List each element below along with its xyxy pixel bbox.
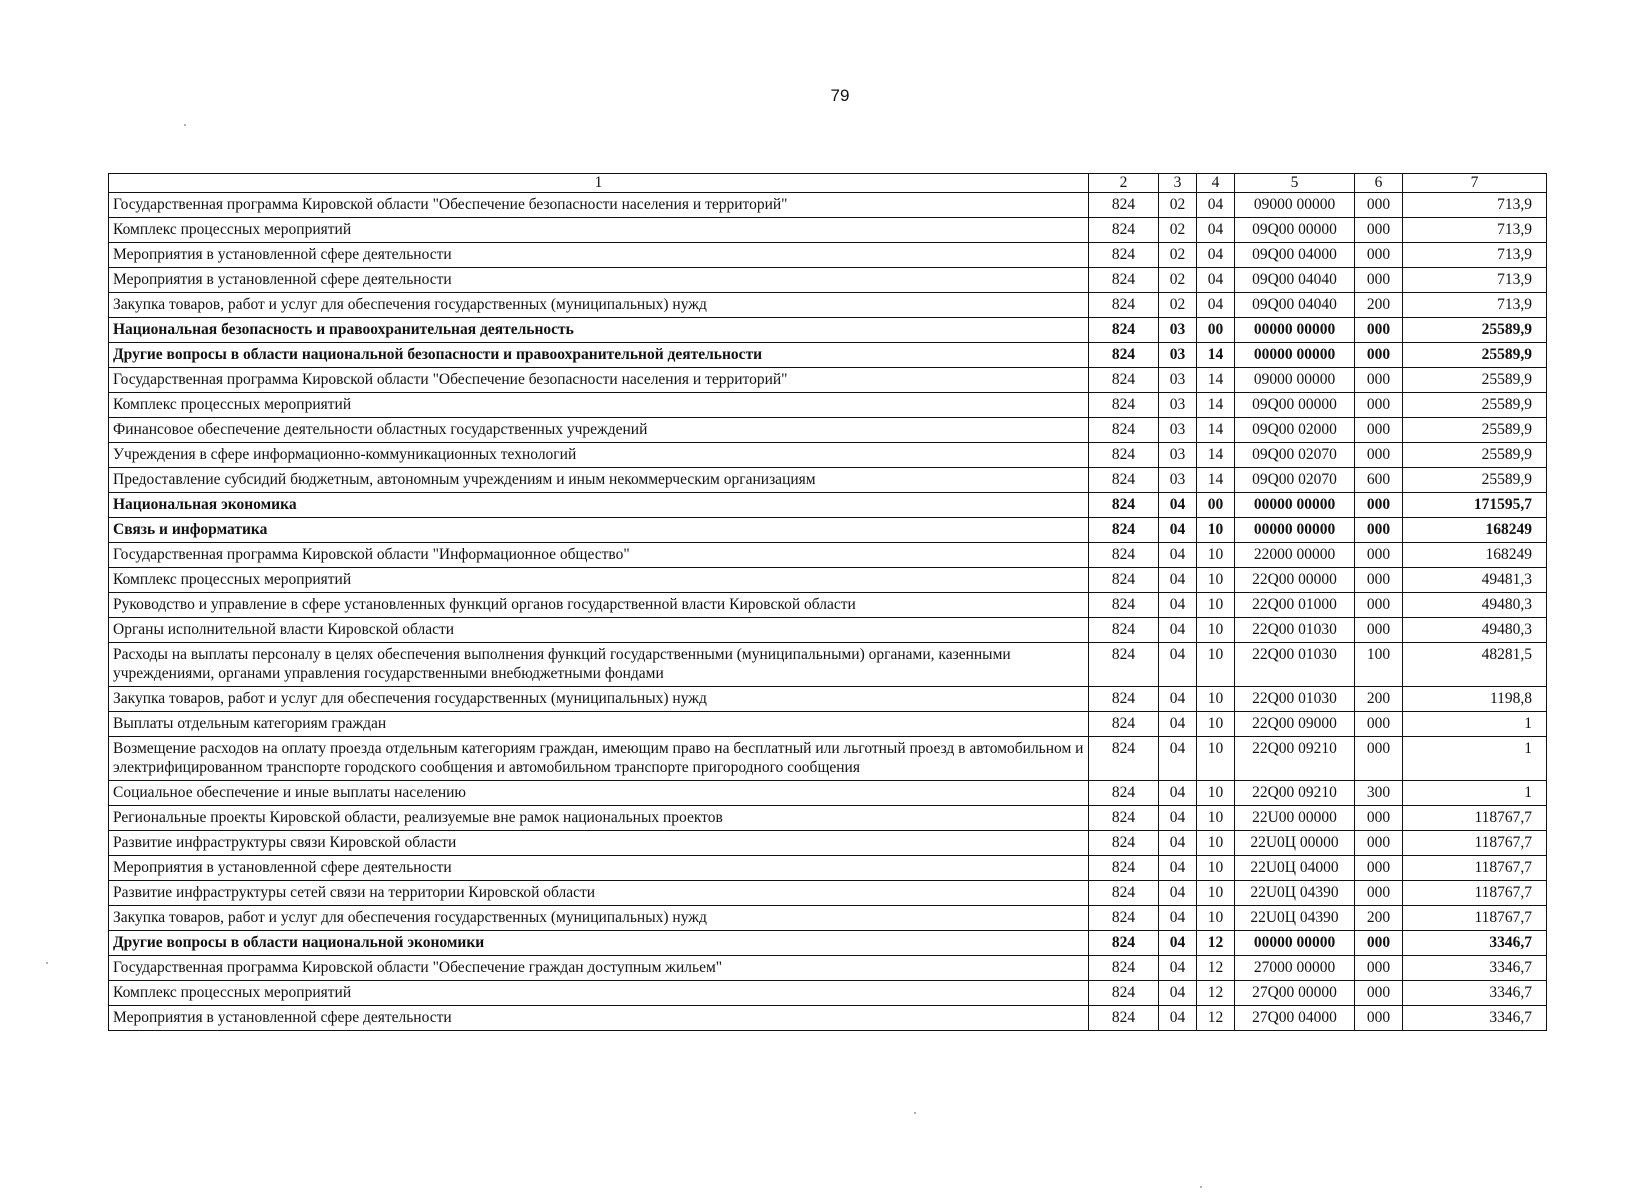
cell-code-2: 824	[1089, 737, 1159, 781]
table-row	[109, 268, 1547, 293]
cell-name: Возмещение расходов на оплату проезда отдельным категориям граждан, имеющим право на бесплатный или льготный проезд в автомобильном и электрифицированном транспорте городского сообщения и автомобильном транспорте пригородного сообщения	[109, 737, 1089, 781]
cell-name: Государственная программа Кировской области "Обеспечение безопасности населения и территорий"	[109, 368, 1089, 393]
cell-name: Учреждения в сфере информационно-коммуникационных технологий	[109, 443, 1089, 468]
cell-name: Расходы на выплаты персоналу в целях обеспечения выполнения функций государственными (муниципальными) органами, казенными учреждениями, органами управления государственными внебюджетными фондами	[109, 643, 1089, 687]
cell-code-4: 14	[1197, 343, 1235, 368]
cell-code-4: 10	[1197, 831, 1235, 856]
cell-amount: 25589,9	[1403, 468, 1547, 493]
cell-code-4: 12	[1197, 956, 1235, 981]
cell-code-5: 22Q00 00000	[1235, 568, 1355, 593]
cell-code-2: 824	[1089, 881, 1159, 906]
cell-code-4: 00	[1197, 493, 1235, 518]
cell-code-2: 824	[1089, 268, 1159, 293]
cell-code-2: 824	[1089, 293, 1159, 318]
cell-code-2: 824	[1089, 781, 1159, 806]
cell-code-2: 824	[1089, 493, 1159, 518]
cell-code-5: 27000 00000	[1235, 956, 1355, 981]
cell-code-3: 03	[1159, 418, 1197, 443]
cell-code-5: 22Q00 09210	[1235, 737, 1355, 781]
cell-amount: 118767,7	[1403, 806, 1547, 831]
cell-code-5: 09000 00000	[1235, 368, 1355, 393]
cell-amount: 48281,5	[1403, 643, 1547, 687]
cell-code-6: 000	[1355, 368, 1403, 393]
cell-name: Закупка товаров, работ и услуг для обеспечения государственных (муниципальных) нужд	[109, 293, 1089, 318]
cell-amount: 25589,9	[1403, 443, 1547, 468]
cell-code-5: 09Q00 00000	[1235, 218, 1355, 243]
cell-name: Комплекс процессных мероприятий	[109, 218, 1089, 243]
cell-code-2: 824	[1089, 1006, 1159, 1031]
cell-code-4: 10	[1197, 687, 1235, 712]
cell-code-5: 09Q00 02000	[1235, 418, 1355, 443]
column-header: 1	[109, 174, 1089, 193]
cell-amount: 118767,7	[1403, 881, 1547, 906]
table-header-row	[109, 174, 1547, 193]
cell-code-5: 22U0Ц 04000	[1235, 856, 1355, 881]
cell-name: Комплекс процессных мероприятий	[109, 568, 1089, 593]
cell-code-2: 824	[1089, 643, 1159, 687]
cell-code-6: 000	[1355, 318, 1403, 343]
cell-code-3: 04	[1159, 518, 1197, 543]
cell-code-2: 824	[1089, 956, 1159, 981]
cell-code-4: 04	[1197, 293, 1235, 318]
cell-amount: 168249	[1403, 543, 1547, 568]
cell-code-3: 04	[1159, 593, 1197, 618]
cell-code-3: 04	[1159, 543, 1197, 568]
cell-code-6: 000	[1355, 593, 1403, 618]
cell-code-4: 10	[1197, 618, 1235, 643]
cell-code-3: 04	[1159, 906, 1197, 931]
cell-amount: 171595,7	[1403, 493, 1547, 518]
cell-name: Мероприятия в установленной сфере деятельности	[109, 243, 1089, 268]
cell-code-2: 824	[1089, 618, 1159, 643]
cell-name: Финансовое обеспечение деятельности областных государственных учреждений	[109, 418, 1089, 443]
cell-code-3: 02	[1159, 268, 1197, 293]
cell-amount: 49480,3	[1403, 593, 1547, 618]
cell-code-6: 000	[1355, 343, 1403, 368]
cell-code-6: 000	[1355, 737, 1403, 781]
cell-code-4: 10	[1197, 568, 1235, 593]
cell-code-3: 04	[1159, 881, 1197, 906]
cell-code-3: 04	[1159, 831, 1197, 856]
cell-code-5: 22U0Ц 00000	[1235, 831, 1355, 856]
cell-code-6: 100	[1355, 643, 1403, 687]
cell-code-2: 824	[1089, 806, 1159, 831]
cell-name: Другие вопросы в области национальной экономики	[109, 931, 1089, 956]
table-row	[109, 468, 1547, 493]
scan-speck	[46, 962, 48, 964]
cell-code-4: 04	[1197, 218, 1235, 243]
cell-amount: 713,9	[1403, 193, 1547, 218]
cell-name: Другие вопросы в области национальной безопасности и правоохранительной деятельности	[109, 343, 1089, 368]
cell-code-2: 824	[1089, 393, 1159, 418]
cell-code-4: 10	[1197, 806, 1235, 831]
cell-name: Государственная программа Кировской области "Информационное общество"	[109, 543, 1089, 568]
cell-code-6: 000	[1355, 712, 1403, 737]
cell-code-4: 12	[1197, 981, 1235, 1006]
cell-amount: 713,9	[1403, 268, 1547, 293]
page-number: 79	[830, 86, 850, 105]
table-row	[109, 781, 1547, 806]
cell-name: Комплекс процессных мероприятий	[109, 981, 1089, 1006]
table-row	[109, 393, 1547, 418]
cell-code-4: 12	[1197, 1006, 1235, 1031]
cell-code-3: 03	[1159, 318, 1197, 343]
cell-code-3: 04	[1159, 1006, 1197, 1031]
column-header: 5	[1235, 174, 1355, 193]
cell-code-6: 000	[1355, 193, 1403, 218]
table-row	[109, 343, 1547, 368]
cell-code-4: 14	[1197, 418, 1235, 443]
table-row	[109, 218, 1547, 243]
cell-code-6: 000	[1355, 618, 1403, 643]
table-row	[109, 193, 1547, 218]
cell-code-5: 27Q00 00000	[1235, 981, 1355, 1006]
cell-code-5: 22Q00 09000	[1235, 712, 1355, 737]
cell-code-5: 00000 00000	[1235, 931, 1355, 956]
budget-table	[108, 173, 1547, 1031]
cell-code-5: 00000 00000	[1235, 518, 1355, 543]
table-row	[109, 443, 1547, 468]
cell-code-4: 10	[1197, 881, 1235, 906]
cell-code-4: 04	[1197, 193, 1235, 218]
cell-code-2: 824	[1089, 343, 1159, 368]
table-row	[109, 593, 1547, 618]
cell-code-4: 14	[1197, 368, 1235, 393]
cell-code-4: 10	[1197, 518, 1235, 543]
cell-code-4: 12	[1197, 931, 1235, 956]
cell-name: Выплаты отдельным категориям граждан	[109, 712, 1089, 737]
cell-code-2: 824	[1089, 518, 1159, 543]
cell-code-3: 04	[1159, 712, 1197, 737]
cell-code-2: 824	[1089, 931, 1159, 956]
table-row	[109, 956, 1547, 981]
cell-code-5: 22Q00 01000	[1235, 593, 1355, 618]
cell-amount: 713,9	[1403, 293, 1547, 318]
cell-code-2: 824	[1089, 218, 1159, 243]
cell-code-4: 10	[1197, 593, 1235, 618]
table-row	[109, 618, 1547, 643]
cell-code-3: 04	[1159, 493, 1197, 518]
cell-code-6: 000	[1355, 981, 1403, 1006]
cell-name: Руководство и управление в сфере установленных функций органов государственной власти Кировской области	[109, 593, 1089, 618]
cell-code-2: 824	[1089, 906, 1159, 931]
cell-code-5: 09Q00 04040	[1235, 293, 1355, 318]
cell-code-6: 000	[1355, 856, 1403, 881]
scan-speck	[914, 1112, 916, 1114]
cell-code-6: 000	[1355, 1006, 1403, 1031]
cell-code-3: 02	[1159, 243, 1197, 268]
cell-code-4: 04	[1197, 268, 1235, 293]
cell-code-5: 22U00 00000	[1235, 806, 1355, 831]
cell-code-3: 02	[1159, 193, 1197, 218]
cell-name: Мероприятия в установленной сфере деятельности	[109, 856, 1089, 881]
cell-code-5: 00000 00000	[1235, 343, 1355, 368]
cell-name: Закупка товаров, работ и услуг для обеспечения государственных (муниципальных) нужд	[109, 906, 1089, 931]
table-row	[109, 856, 1547, 881]
table-row	[109, 318, 1547, 343]
table-row	[109, 493, 1547, 518]
cell-code-2: 824	[1089, 193, 1159, 218]
cell-code-4: 04	[1197, 243, 1235, 268]
table-row	[109, 1006, 1547, 1031]
cell-code-4: 14	[1197, 443, 1235, 468]
cell-code-3: 04	[1159, 856, 1197, 881]
cell-code-6: 200	[1355, 293, 1403, 318]
cell-name: Органы исполнительной власти Кировской области	[109, 618, 1089, 643]
cell-code-4: 10	[1197, 856, 1235, 881]
cell-name: Социальное обеспечение и иные выплаты населению	[109, 781, 1089, 806]
cell-code-3: 03	[1159, 343, 1197, 368]
cell-amount: 1	[1403, 781, 1547, 806]
table-row	[109, 831, 1547, 856]
cell-code-3: 04	[1159, 956, 1197, 981]
cell-code-4: 10	[1197, 643, 1235, 687]
cell-code-5: 22U0Ц 04390	[1235, 881, 1355, 906]
cell-code-5: 09Q00 02070	[1235, 468, 1355, 493]
cell-amount: 25589,9	[1403, 418, 1547, 443]
cell-code-6: 200	[1355, 687, 1403, 712]
cell-code-2: 824	[1089, 568, 1159, 593]
table-row	[109, 931, 1547, 956]
cell-amount: 168249	[1403, 518, 1547, 543]
cell-amount: 713,9	[1403, 218, 1547, 243]
cell-amount: 25589,9	[1403, 393, 1547, 418]
cell-name: Закупка товаров, работ и услуг для обеспечения государственных (муниципальных) нужд	[109, 687, 1089, 712]
cell-code-3: 04	[1159, 806, 1197, 831]
cell-amount: 1198,8	[1403, 687, 1547, 712]
cell-code-4: 10	[1197, 712, 1235, 737]
cell-code-5: 09Q00 04040	[1235, 268, 1355, 293]
table-body	[109, 193, 1547, 1031]
table-row	[109, 981, 1547, 1006]
cell-code-4: 10	[1197, 543, 1235, 568]
cell-code-5: 22U0Ц 04390	[1235, 906, 1355, 931]
cell-amount: 49481,3	[1403, 568, 1547, 593]
cell-code-2: 824	[1089, 468, 1159, 493]
cell-code-3: 03	[1159, 368, 1197, 393]
cell-code-3: 04	[1159, 643, 1197, 687]
cell-amount: 3346,7	[1403, 931, 1547, 956]
column-header: 4	[1197, 174, 1235, 193]
table-row	[109, 643, 1547, 687]
cell-code-2: 824	[1089, 418, 1159, 443]
cell-code-5: 22Q00 01030	[1235, 618, 1355, 643]
cell-code-3: 04	[1159, 737, 1197, 781]
cell-code-2: 824	[1089, 831, 1159, 856]
column-header: 3	[1159, 174, 1197, 193]
column-header: 6	[1355, 174, 1403, 193]
cell-amount: 25589,9	[1403, 318, 1547, 343]
cell-code-6: 000	[1355, 881, 1403, 906]
cell-code-6: 000	[1355, 493, 1403, 518]
cell-code-2: 824	[1089, 243, 1159, 268]
cell-amount: 1	[1403, 737, 1547, 781]
cell-code-6: 000	[1355, 806, 1403, 831]
cell-code-6: 000	[1355, 956, 1403, 981]
cell-code-3: 03	[1159, 443, 1197, 468]
cell-code-6: 000	[1355, 831, 1403, 856]
cell-code-6: 000	[1355, 418, 1403, 443]
table-row	[109, 418, 1547, 443]
cell-code-5: 09Q00 04000	[1235, 243, 1355, 268]
cell-code-4: 14	[1197, 393, 1235, 418]
cell-code-6: 000	[1355, 518, 1403, 543]
cell-code-3: 04	[1159, 931, 1197, 956]
cell-amount: 3346,7	[1403, 1006, 1547, 1031]
cell-code-5: 22000 00000	[1235, 543, 1355, 568]
cell-code-5: 22Q00 01030	[1235, 687, 1355, 712]
cell-code-5: 22Q00 09210	[1235, 781, 1355, 806]
cell-name: Государственная программа Кировской области "Обеспечение безопасности населения и территорий"	[109, 193, 1089, 218]
cell-code-3: 04	[1159, 568, 1197, 593]
cell-name: Мероприятия в установленной сфере деятельности	[109, 1006, 1089, 1031]
cell-name: Комплекс процессных мероприятий	[109, 393, 1089, 418]
cell-code-3: 04	[1159, 981, 1197, 1006]
table-row	[109, 712, 1547, 737]
cell-amount: 25589,9	[1403, 343, 1547, 368]
cell-code-5: 09Q00 00000	[1235, 393, 1355, 418]
cell-name: Предоставление субсидий бюджетным, автономным учреждениям и иным некоммерческим организациям	[109, 468, 1089, 493]
cell-amount: 3346,7	[1403, 981, 1547, 1006]
cell-name: Национальная безопасность и правоохранительная деятельность	[109, 318, 1089, 343]
cell-code-4: 00	[1197, 318, 1235, 343]
cell-code-6: 200	[1355, 906, 1403, 931]
cell-code-6: 000	[1355, 218, 1403, 243]
cell-code-3: 04	[1159, 687, 1197, 712]
cell-name: Мероприятия в установленной сфере деятельности	[109, 268, 1089, 293]
scan-speck	[184, 124, 186, 126]
cell-code-5: 00000 00000	[1235, 493, 1355, 518]
cell-code-2: 824	[1089, 443, 1159, 468]
table-row	[109, 543, 1547, 568]
table-row	[109, 906, 1547, 931]
cell-name: Региональные проекты Кировской области, реализуемые вне рамок национальных проектов	[109, 806, 1089, 831]
cell-name: Национальная экономика	[109, 493, 1089, 518]
cell-code-2: 824	[1089, 712, 1159, 737]
scan-speck	[1200, 1186, 1202, 1188]
cell-amount: 713,9	[1403, 243, 1547, 268]
cell-code-3: 04	[1159, 781, 1197, 806]
cell-code-6: 000	[1355, 393, 1403, 418]
cell-code-5: 09Q00 02070	[1235, 443, 1355, 468]
cell-code-4: 10	[1197, 781, 1235, 806]
cell-amount: 25589,9	[1403, 368, 1547, 393]
table-row	[109, 687, 1547, 712]
cell-code-6: 000	[1355, 243, 1403, 268]
cell-name: Развитие инфраструктуры связи Кировской области	[109, 831, 1089, 856]
cell-code-3: 03	[1159, 468, 1197, 493]
table-row	[109, 737, 1547, 781]
cell-code-2: 824	[1089, 318, 1159, 343]
cell-amount: 49480,3	[1403, 618, 1547, 643]
cell-code-5: 09000 00000	[1235, 193, 1355, 218]
cell-amount: 3346,7	[1403, 956, 1547, 981]
cell-code-3: 04	[1159, 618, 1197, 643]
cell-amount: 1	[1403, 712, 1547, 737]
cell-code-2: 824	[1089, 981, 1159, 1006]
column-header: 7	[1403, 174, 1547, 193]
cell-code-6: 000	[1355, 543, 1403, 568]
cell-code-2: 824	[1089, 856, 1159, 881]
cell-code-6: 000	[1355, 443, 1403, 468]
cell-amount: 118767,7	[1403, 831, 1547, 856]
cell-code-6: 600	[1355, 468, 1403, 493]
cell-amount: 118767,7	[1403, 906, 1547, 931]
cell-code-5: 00000 00000	[1235, 318, 1355, 343]
cell-name: Связь и информатика	[109, 518, 1089, 543]
cell-code-5: 27Q00 04000	[1235, 1006, 1355, 1031]
table-row	[109, 806, 1547, 831]
cell-code-4: 10	[1197, 906, 1235, 931]
cell-code-6: 000	[1355, 268, 1403, 293]
table-row	[109, 293, 1547, 318]
cell-code-2: 824	[1089, 687, 1159, 712]
cell-amount: 118767,7	[1403, 856, 1547, 881]
table-row	[109, 368, 1547, 393]
table-row	[109, 881, 1547, 906]
cell-code-3: 03	[1159, 393, 1197, 418]
cell-code-6: 000	[1355, 931, 1403, 956]
cell-code-6: 300	[1355, 781, 1403, 806]
cell-code-4: 10	[1197, 737, 1235, 781]
table-row	[109, 243, 1547, 268]
cell-code-5: 22Q00 01030	[1235, 643, 1355, 687]
cell-name: Государственная программа Кировской области "Обеспечение граждан доступным жильем"	[109, 956, 1089, 981]
cell-code-2: 824	[1089, 543, 1159, 568]
cell-code-6: 000	[1355, 568, 1403, 593]
cell-code-3: 02	[1159, 218, 1197, 243]
cell-code-2: 824	[1089, 593, 1159, 618]
table-row	[109, 568, 1547, 593]
table-row	[109, 518, 1547, 543]
cell-code-4: 14	[1197, 468, 1235, 493]
cell-name: Развитие инфраструктуры сетей связи на территории Кировской области	[109, 881, 1089, 906]
cell-code-2: 824	[1089, 368, 1159, 393]
column-header: 2	[1089, 174, 1159, 193]
cell-code-3: 02	[1159, 293, 1197, 318]
